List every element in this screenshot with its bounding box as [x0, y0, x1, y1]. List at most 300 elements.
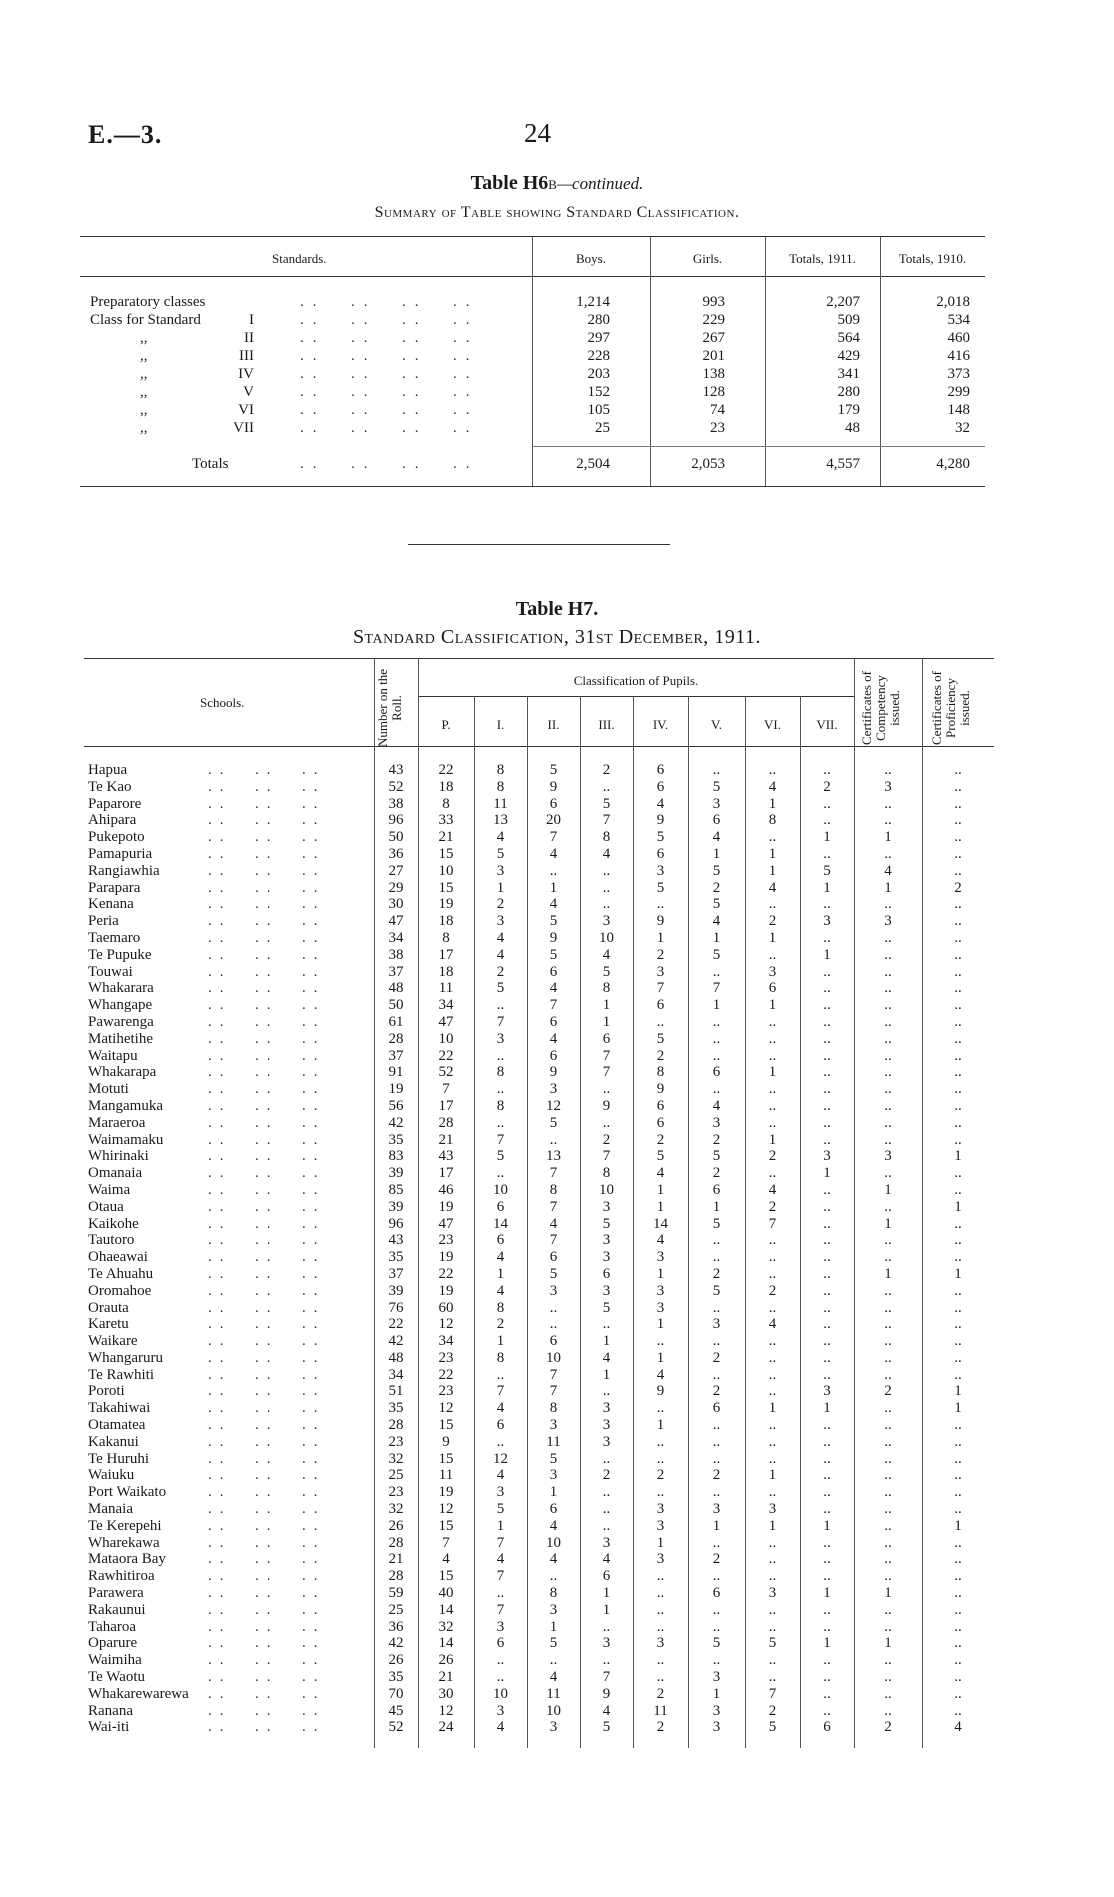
class-count: 5: [549, 913, 558, 930]
class-count: 22: [438, 1047, 454, 1064]
class-count: ..: [549, 1568, 558, 1585]
class-count: 7: [712, 980, 721, 997]
class-count: ..: [823, 1349, 831, 1366]
class-count: ..: [884, 1282, 892, 1299]
school-name: Omanaia .. .. ..: [88, 1165, 326, 1182]
roll-count: 35: [388, 1249, 404, 1266]
class-count: ..: [823, 1568, 831, 1585]
class-count: ..: [884, 980, 892, 997]
class-count: 5: [496, 1501, 505, 1518]
class-count: 6: [712, 1181, 721, 1198]
school-name: Takahiwai .. .. ..: [88, 1400, 326, 1417]
class-count: ..: [954, 1450, 962, 1467]
roll-count: 50: [388, 829, 404, 846]
class-count: ..: [954, 1585, 962, 1602]
class-count: 8: [496, 778, 505, 795]
class-count: ..: [549, 1131, 558, 1148]
class-count: 5: [602, 1719, 611, 1736]
class-count: 5: [549, 762, 558, 778]
class-count: 2: [712, 1551, 721, 1568]
class-count: 3: [884, 778, 892, 795]
class-count: 4: [496, 1282, 505, 1299]
class-count: 1: [712, 997, 721, 1014]
school-row: [88, 1686, 994, 1703]
class-count: ..: [768, 1568, 777, 1585]
roll-count: 45: [388, 1702, 404, 1719]
class-count: 3: [656, 862, 665, 879]
class-count: 28: [438, 1114, 454, 1131]
class-count: ..: [884, 1601, 892, 1618]
class-count: ..: [823, 1249, 831, 1266]
school-row: [88, 1216, 994, 1233]
class-count: ..: [768, 896, 777, 913]
class-count: ..: [823, 1299, 831, 1316]
class-count: 1: [602, 1366, 611, 1383]
class-count: 40: [438, 1585, 454, 1602]
class-count: 3: [712, 1114, 721, 1131]
roll-count: 25: [388, 1601, 404, 1618]
class-count: ..: [954, 829, 962, 846]
class-count: 2: [768, 1148, 777, 1165]
class-count: ..: [712, 1366, 721, 1383]
roll-count: 85: [388, 1181, 404, 1198]
roll-count: 48: [388, 980, 404, 997]
school-name: Te Kao .. .. ..: [88, 778, 326, 795]
class-count: 3: [768, 1585, 777, 1602]
class-count: ..: [712, 1534, 721, 1551]
class-count: ..: [823, 1181, 831, 1198]
school-row: [88, 947, 994, 964]
roll-count: 43: [388, 1232, 404, 1249]
class-count: ..: [823, 896, 831, 913]
class-count: 5: [496, 1148, 505, 1165]
class-count: 11: [438, 1467, 454, 1484]
class-count: 1: [884, 1265, 892, 1282]
class-count: 10: [493, 1685, 508, 1702]
class-count: 3: [496, 1484, 505, 1501]
class-count: ..: [954, 1652, 962, 1669]
roll-count: 27: [388, 862, 404, 879]
class-count: ..: [712, 963, 721, 980]
class-count: 1: [549, 879, 558, 896]
school-name: Taharoa .. .. ..: [88, 1618, 326, 1635]
school-row: [88, 1300, 994, 1317]
class-count: ..: [768, 1232, 777, 1249]
school-name: Paparore .. .. ..: [88, 795, 326, 812]
class-count: 2: [602, 1467, 611, 1484]
class-count: ..: [823, 963, 831, 980]
class-count: 9: [656, 1081, 665, 1098]
class-count: ..: [954, 980, 962, 997]
class-count: 11: [438, 980, 454, 997]
roll-count: 39: [388, 1198, 404, 1215]
class-count: ..: [823, 1669, 831, 1686]
class-count: 4: [549, 896, 558, 913]
class-count: 7: [656, 980, 665, 997]
class-count: 3: [712, 1719, 721, 1736]
class-count: ..: [884, 1047, 892, 1064]
h7-class-rule: [418, 696, 854, 697]
class-count: 5: [602, 795, 611, 812]
class-count: 4: [496, 1249, 505, 1266]
class-count: 7: [549, 1232, 558, 1249]
class-count: 6: [496, 1232, 505, 1249]
roll-count: 28: [388, 1417, 404, 1434]
class-count: 3: [712, 795, 721, 812]
class-count: ..: [823, 1501, 831, 1518]
school-row: [88, 1719, 994, 1736]
school-row: [88, 1266, 994, 1283]
class-count: 21: [438, 1669, 454, 1686]
class-count: 6: [549, 1047, 558, 1064]
class-count: ..: [954, 1232, 962, 1249]
class-count: 1: [656, 1534, 665, 1551]
class-count: ..: [712, 1013, 721, 1030]
class-count: ..: [602, 1114, 611, 1131]
class-count: 4: [712, 913, 721, 930]
school-name: Rangiawhia .. .. ..: [88, 862, 326, 879]
class-count: ..: [884, 1030, 892, 1047]
class-count: ..: [656, 1484, 665, 1501]
class-count: ..: [602, 862, 611, 879]
class-count: 4: [549, 980, 558, 997]
class-count: ..: [823, 1433, 831, 1450]
class-count: 1: [884, 1635, 892, 1652]
class-count: 4: [712, 829, 721, 846]
class-count: 7: [496, 1131, 505, 1148]
class-count: ..: [823, 1316, 831, 1333]
class-count: ..: [823, 1366, 831, 1383]
school-row: [88, 1232, 994, 1249]
class-count: 3: [549, 1601, 558, 1618]
class-count: 6: [712, 1064, 721, 1081]
class-count: 1: [496, 1333, 505, 1350]
class-count: ..: [954, 1165, 962, 1182]
class-count: 3: [884, 1148, 892, 1165]
class-count: 5: [712, 946, 721, 963]
class-count: 8: [602, 980, 611, 997]
roll-count: 56: [388, 1097, 404, 1114]
class-count: ..: [954, 1635, 962, 1652]
class-count: 2: [656, 1685, 665, 1702]
roll-count: 28: [388, 1568, 404, 1585]
class-count: 1: [712, 1685, 721, 1702]
class-count: 3: [496, 1618, 505, 1635]
school-name: Kakanui .. .. ..: [88, 1433, 326, 1450]
school-row: [88, 964, 994, 981]
class-count: 1: [954, 1198, 962, 1215]
school-name: Whakarara .. .. ..: [88, 980, 326, 997]
school-row: [88, 1064, 994, 1081]
class-count: 8: [442, 795, 450, 812]
class-count: 4: [954, 1719, 962, 1736]
class-count: ..: [954, 1349, 962, 1366]
class-count: 3: [602, 913, 611, 930]
class-count: 4: [602, 1349, 611, 1366]
class-count: ..: [823, 762, 831, 778]
class-count: 1: [656, 1316, 665, 1333]
school-name: Pamapuria .. .. ..: [88, 845, 326, 862]
roll-count: 42: [388, 1114, 404, 1131]
class-count: ..: [884, 812, 892, 829]
school-row: [88, 1467, 994, 1484]
class-count: 1: [954, 1517, 962, 1534]
class-count: ..: [954, 896, 962, 913]
class-count: 3: [656, 1299, 665, 1316]
class-count: ..: [656, 1013, 665, 1030]
class-count: 8: [496, 1349, 505, 1366]
class-count: ..: [823, 812, 831, 829]
class-count: ..: [656, 1618, 665, 1635]
class-count: 2: [712, 1383, 721, 1400]
school-row: [88, 1182, 994, 1199]
class-count: 1: [768, 1131, 777, 1148]
class-count: ..: [823, 1702, 831, 1719]
class-count: 3: [602, 1249, 611, 1266]
class-count: 8: [496, 1064, 505, 1081]
class-count: 6: [549, 963, 558, 980]
class-count: 7: [496, 1568, 505, 1585]
class-count: 4: [496, 1551, 505, 1568]
class-count: ..: [954, 1433, 962, 1450]
roll-count: 39: [388, 1282, 404, 1299]
school-name: Wharekawa .. .. ..: [88, 1534, 326, 1551]
school-name: Kenana .. .. ..: [88, 896, 326, 913]
class-count: ..: [823, 1114, 831, 1131]
class-count: 2: [496, 896, 505, 913]
class-count: 4: [768, 879, 777, 896]
class-count: 13: [546, 1148, 561, 1165]
class-count: ..: [884, 762, 892, 778]
roll-count: 35: [388, 1400, 404, 1417]
school-name: Tautoro .. .. ..: [88, 1232, 326, 1249]
class-count: 3: [656, 1249, 665, 1266]
h7-header-roll: Number on the Roll.: [375, 669, 404, 747]
school-row: [88, 846, 994, 863]
page-reference: E.—3.: [88, 120, 163, 149]
school-row: [88, 1199, 994, 1216]
class-count: ..: [768, 946, 777, 963]
class-count: ..: [823, 795, 831, 812]
roll-count: 43: [388, 762, 404, 778]
class-count: 4: [549, 1030, 558, 1047]
h7-header-class: VI.: [764, 717, 781, 732]
school-row: [88, 1283, 994, 1300]
school-name: Ahipara .. .. ..: [88, 812, 326, 829]
class-count: 17: [438, 946, 454, 963]
class-count: 1: [496, 1265, 505, 1282]
roll-count: 42: [388, 1635, 404, 1652]
school-row: [88, 1098, 994, 1115]
class-count: 4: [442, 1551, 450, 1568]
school-row: [88, 1501, 994, 1518]
class-count: 1: [656, 1349, 665, 1366]
class-count: ..: [656, 1333, 665, 1350]
class-count: 10: [546, 1349, 561, 1366]
h6b-col-rule: [650, 236, 651, 486]
class-count: 3: [496, 913, 505, 930]
class-count: 5: [712, 1635, 721, 1652]
school-row: [88, 896, 994, 913]
class-count: 8: [549, 1585, 558, 1602]
class-count: ..: [884, 1450, 892, 1467]
class-count: 7: [442, 1534, 450, 1551]
class-count: 8: [442, 929, 450, 946]
class-count: 6: [656, 1114, 665, 1131]
class-count: ..: [602, 1081, 611, 1098]
class-count: ..: [884, 997, 892, 1014]
class-count: 3: [823, 1148, 831, 1165]
class-count: ..: [884, 1081, 892, 1098]
school-name: Manaia .. .. ..: [88, 1501, 326, 1518]
class-count: 24: [438, 1719, 454, 1736]
class-count: 1: [823, 829, 831, 846]
class-count: ..: [712, 1333, 721, 1350]
class-count: ..: [954, 1030, 962, 1047]
class-count: ..: [712, 1047, 721, 1064]
class-count: 1: [884, 1181, 892, 1198]
class-count: 3: [602, 1417, 611, 1434]
class-count: 15: [438, 1417, 454, 1434]
school-name: Te Waotu .. .. ..: [88, 1669, 326, 1686]
class-count: 3: [496, 1030, 505, 1047]
class-count: ..: [823, 929, 831, 946]
class-count: 30: [438, 1685, 454, 1702]
h7-header-competency: Certificates of Competency issued.: [859, 671, 902, 745]
class-count: ..: [954, 946, 962, 963]
class-count: ..: [884, 1484, 892, 1501]
class-count: 1: [884, 879, 892, 896]
school-name: Te Ahuahu .. .. ..: [88, 1265, 326, 1282]
school-name: Otamatea .. .. ..: [88, 1417, 326, 1434]
class-count: ..: [823, 845, 831, 862]
class-count: 34: [438, 997, 454, 1014]
class-count: 7: [496, 1534, 505, 1551]
class-count: 10: [438, 862, 454, 879]
class-count: 9: [602, 1685, 611, 1702]
class-count: ..: [496, 1433, 505, 1450]
class-count: 8: [549, 1400, 558, 1417]
class-count: 4: [656, 1366, 665, 1383]
class-count: ..: [884, 1013, 892, 1030]
h7-title: Table H7.: [515, 598, 599, 620]
class-count: ..: [712, 1484, 721, 1501]
class-count: 3: [823, 913, 831, 930]
roll-count: 59: [388, 1585, 404, 1602]
school-row: [88, 1400, 994, 1417]
class-count: 8: [768, 812, 777, 829]
class-count: 1: [954, 1265, 962, 1282]
school-name: Waima .. .. ..: [88, 1181, 326, 1198]
class-count: 5: [496, 845, 505, 862]
roll-count: 52: [388, 1719, 404, 1736]
class-count: 12: [438, 1316, 454, 1333]
school-row: [88, 1602, 994, 1619]
class-count: 8: [496, 1097, 505, 1114]
school-row: [88, 1031, 994, 1048]
school-name: Waikare .. .. ..: [88, 1333, 326, 1350]
class-count: ..: [823, 1484, 831, 1501]
class-count: ..: [656, 1669, 665, 1686]
roll-count: 28: [388, 1534, 404, 1551]
h7-top-rule: [84, 658, 994, 659]
school-name: Whakarewarewa .. .. ..: [88, 1685, 326, 1702]
class-count: 5: [656, 829, 665, 846]
class-count: ..: [884, 1366, 892, 1383]
class-count: ..: [549, 1316, 558, 1333]
class-count: 1: [549, 1618, 558, 1635]
class-count: 1: [954, 1400, 962, 1417]
class-count: ..: [768, 1349, 777, 1366]
class-count: 6: [496, 1635, 505, 1652]
h6b-col-rule: [880, 236, 881, 486]
class-count: ..: [954, 997, 962, 1014]
class-count: 4: [496, 829, 505, 846]
class-count: 2: [954, 879, 962, 896]
h7-header-schools: Schools.: [200, 695, 245, 710]
school-row: [88, 1132, 994, 1149]
class-count: ..: [602, 1517, 611, 1534]
class-count: 12: [546, 1097, 561, 1114]
roll-count: 35: [388, 1131, 404, 1148]
school-row: [88, 1081, 994, 1098]
class-count: 8: [549, 1181, 558, 1198]
school-name: Oparure .. .. ..: [88, 1635, 326, 1652]
roll-count: 22: [388, 1316, 404, 1333]
class-count: 2: [496, 1316, 505, 1333]
class-count: 3: [823, 1383, 831, 1400]
roll-count: 39: [388, 1165, 404, 1182]
school-row: [88, 1535, 994, 1552]
school-row: [88, 1669, 994, 1686]
roll-count: 38: [388, 946, 404, 963]
class-count: 3: [496, 1702, 505, 1719]
class-count: 12: [438, 1501, 454, 1518]
class-count: 10: [546, 1534, 561, 1551]
class-count: ..: [823, 1047, 831, 1064]
school-name: Peria .. .. ..: [88, 913, 326, 930]
class-count: 10: [599, 929, 614, 946]
class-count: ..: [884, 1702, 892, 1719]
class-count: 1: [823, 946, 831, 963]
class-count: 1: [656, 1417, 665, 1434]
class-count: ..: [823, 1333, 831, 1350]
roll-count: 50: [388, 997, 404, 1014]
class-count: 2: [823, 778, 831, 795]
class-count: ..: [954, 1249, 962, 1266]
roll-count: 23: [388, 1484, 404, 1501]
class-count: ..: [768, 829, 777, 846]
roll-count: 21: [388, 1551, 404, 1568]
class-count: ..: [884, 1316, 892, 1333]
h6b-header-girls: Girls.: [692, 251, 723, 266]
class-count: 5: [549, 1635, 558, 1652]
class-count: 4: [549, 1215, 558, 1232]
class-count: 19: [438, 1249, 454, 1266]
class-count: ..: [954, 1299, 962, 1316]
h6b-bottom-rule: [80, 486, 985, 487]
class-count: 15: [438, 1450, 454, 1467]
class-count: ..: [884, 1669, 892, 1686]
school-row: [88, 1316, 994, 1333]
class-count: 7: [549, 997, 558, 1014]
class-count: 7: [602, 1047, 611, 1064]
class-count: 6: [549, 795, 558, 812]
school-name: Wai-iti .. .. ..: [88, 1719, 326, 1736]
class-count: 4: [496, 929, 505, 946]
class-count: ..: [549, 1652, 558, 1669]
class-count: ..: [712, 1232, 721, 1249]
